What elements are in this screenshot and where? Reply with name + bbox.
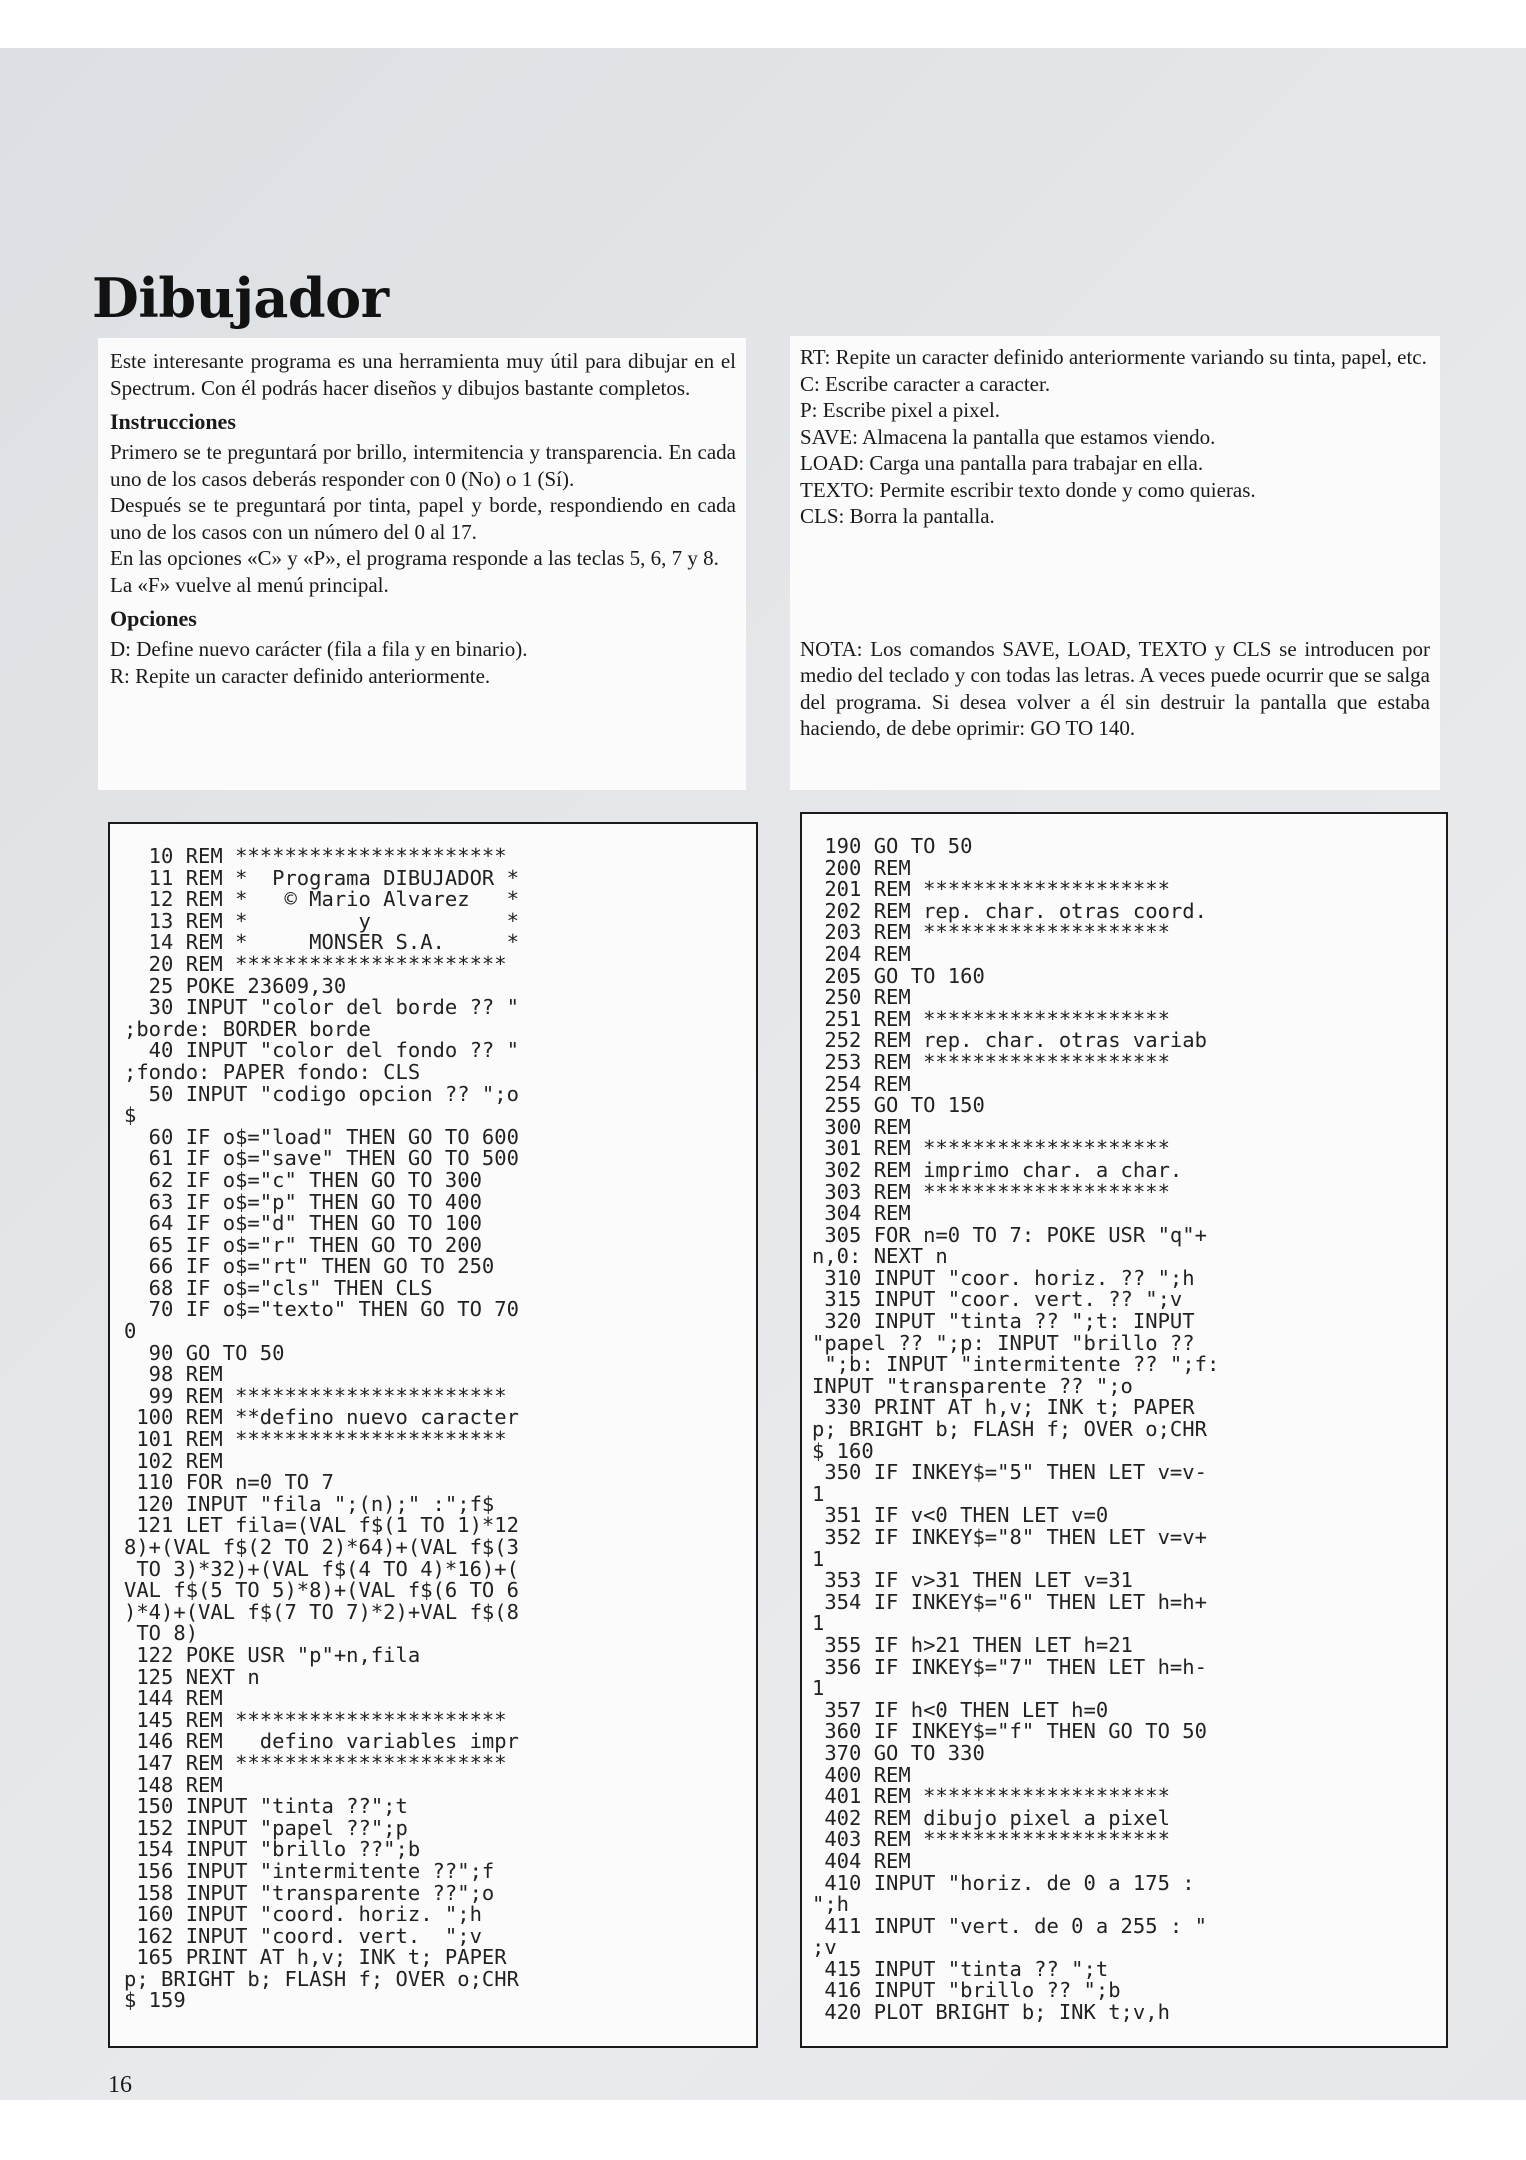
code-line: 300 REM [812, 1114, 911, 1139]
code-line: ;borde: BORDER borde [124, 1016, 371, 1041]
code-line: 203 REM ******************** [812, 920, 1170, 945]
code-line: 60 IF o$="load" THEN GO TO 600 [124, 1124, 519, 1149]
code-line: 122 POKE USR "p"+n,fila [124, 1642, 421, 1667]
instruction-line: Después se te preguntará por tinta, papel y borde, respondiendo en cada uno de los casos con un número del 0 al 17. [110, 493, 736, 544]
code-line: 305 FOR n=0 TO 7: POKE USR "q"+ [812, 1222, 1207, 1247]
options-heading: Opciones [110, 606, 197, 631]
code-line: 61 IF o$="save" THEN GO TO 500 [124, 1146, 519, 1171]
code-line: 50 INPUT "codigo opcion ?? ";o [124, 1081, 519, 1106]
code-line: TO 3)*32)+(VAL f$(4 TO 4)*16)+( [124, 1556, 519, 1581]
code-line: 152 INPUT "papel ??";p [124, 1815, 408, 1840]
code-line: 402 REM dibujo pixel a pixel [812, 1805, 1170, 1830]
instructions-heading: Instrucciones [110, 409, 236, 434]
code-line: 0 [124, 1319, 137, 1344]
code-line: 250 REM [812, 985, 911, 1010]
code-line: 101 REM ********************** [124, 1427, 507, 1452]
code-line: 102 REM [124, 1448, 223, 1473]
code-line: 150 INPUT "tinta ??";t [124, 1794, 408, 1819]
code-line: 11 REM * Programa DIBUJADOR * [124, 865, 519, 890]
code-line: 1 [812, 1546, 825, 1571]
code-line: 70 IF o$="texto" THEN GO TO 70 [124, 1297, 519, 1322]
nota-paragraph: NOTA: Los comandos SAVE, LOAD, TEXTO y CLS se introducen por medio del teclado y con todas las letras. A veces puede ocurrir que se salga del programa. Si desea volver a él sin destruir la pantalla que estaba haciendo, de debe oprimir: GO TO 140. [800, 636, 1430, 740]
code-line: 190 GO TO 50 [812, 834, 973, 858]
code-line: ";h [812, 1892, 850, 1917]
code-line: "papel ?? ";p: INPUT "brillo ?? [812, 1330, 1195, 1355]
instruction-line: En las opciones «C» y «P», el programa responde a las teclas 5, 6, 7 y 8. [110, 546, 719, 570]
code-line: 63 IF o$="p" THEN GO TO 400 [124, 1189, 482, 1214]
code-line: 13 REM * y * [124, 908, 519, 933]
code-line: 25 POKE 23609,30 [124, 973, 347, 998]
code-line: 1 [812, 1611, 825, 1636]
code-line: 154 INPUT "brillo ??";b [124, 1837, 421, 1862]
code-line: 202 REM rep. char. otras coord. [812, 898, 1207, 923]
code-line: 410 INPUT "horiz. de 0 a 175 : [812, 1870, 1195, 1895]
instruction-line: Primero se te preguntará por brillo, intermitencia y transparencia. En cada uno de los casos deberás responder con 0 (No) o 1 (Sí). [110, 440, 736, 491]
code-line: 65 IF o$="r" THEN GO TO 200 [124, 1232, 482, 1257]
page-sheet [0, 48, 1526, 2100]
code-line: 302 REM imprimo char. a char. [812, 1157, 1183, 1182]
code-line: 146 REM defino variables impr [124, 1729, 519, 1754]
code-line: 357 IF h<0 THEN LET h=0 [812, 1697, 1109, 1722]
code-line: 404 REM [812, 1848, 911, 1873]
code-line: 330 PRINT AT h,v; INK t; PAPER [812, 1395, 1195, 1420]
code-line: 10 REM ********************** [124, 844, 507, 868]
option-line: LOAD: Carga una pantalla para trabajar en ella. [800, 451, 1204, 475]
code-line: 148 REM [124, 1772, 223, 1797]
code-line: 1 [812, 1676, 825, 1701]
code-line: 355 IF h>21 THEN LET h=21 [812, 1632, 1133, 1657]
code-line: 110 FOR n=0 TO 7 [124, 1470, 334, 1495]
code-line: VAL f$(5 TO 5)*8)+(VAL f$(6 TO 6 [124, 1578, 519, 1603]
code-line: ;v [812, 1935, 837, 1960]
code-line: 100 REM **defino nuevo caracter [124, 1405, 519, 1430]
code-line: 310 INPUT "coor. horiz. ?? ";h [812, 1265, 1195, 1290]
code-line: 125 NEXT n [124, 1664, 260, 1689]
code-line: 201 REM ******************** [812, 877, 1170, 902]
code-line: 40 INPUT "color del fondo ?? " [124, 1038, 519, 1063]
code-line: 416 INPUT "brillo ?? ";b [812, 1978, 1121, 2003]
code-line: ";b: INPUT "intermitente ?? ";f: [812, 1352, 1220, 1377]
code-line: 204 REM [812, 941, 911, 966]
code-line: 160 INPUT "coord. horiz. ";h [124, 1902, 482, 1927]
code-line: )*4)+(VAL f$(7 TO 7)*2)+VAL f$(8 [124, 1599, 519, 1624]
code-line: TO 8) [124, 1621, 199, 1646]
option-line: CLS: Borra la pantalla. [800, 504, 995, 528]
article-title: Dibujador [92, 266, 389, 330]
code-line: 351 IF v<0 THEN LET v=0 [812, 1503, 1109, 1528]
instruction-line: La «F» vuelve al menú principal. [110, 572, 389, 597]
option-line: D: Define nuevo carácter (fila a fila y en binario). [110, 637, 528, 661]
code-line: 62 IF o$="c" THEN GO TO 300 [124, 1167, 482, 1192]
code-line: 8)+(VAL f$(2 TO 2)*64)+(VAL f$(3 [124, 1535, 519, 1559]
code-line: INPUT "transparente ?? ";o [812, 1373, 1133, 1398]
code-line: 254 REM [812, 1071, 911, 1096]
code-line: 354 IF INKEY$="6" THEN LET h=h+ [812, 1589, 1207, 1614]
code-line: 68 IF o$="cls" THEN CLS [124, 1275, 433, 1300]
code-line: ;fondo: PAPER fondo: CLS [124, 1059, 421, 1084]
code-line: 303 REM ******************** [812, 1179, 1170, 1204]
code-listing-left [108, 822, 758, 2048]
option-line: C: Escribe caracter a caracter. [800, 371, 1051, 396]
code-line: 147 REM ********************** [124, 1750, 507, 1775]
code-line: $ [124, 1103, 137, 1128]
page-number: 16 [108, 2072, 132, 2098]
code-line: 162 INPUT "coord. vert. ";v [124, 1923, 482, 1948]
code-line: 165 PRINT AT h,v; INK t; PAPER [124, 1945, 507, 1970]
code-line: 304 REM [812, 1201, 911, 1226]
code-line: 350 IF INKEY$="5" THEN LET v=v- [812, 1460, 1207, 1485]
code-line: 90 GO TO 50 [124, 1340, 285, 1365]
code-line: p; BRIGHT b; FLASH f; OVER o;CHR [812, 1417, 1207, 1442]
code-line: 144 REM [124, 1686, 223, 1711]
code-line: 12 REM * © Mario Alvarez * [124, 887, 519, 912]
code-line: 30 INPUT "color del borde ?? " [124, 995, 519, 1020]
code-line: 420 PLOT BRIGHT b; INK t;v,h [812, 2000, 1170, 2025]
code-line: n,0: NEXT n [812, 1244, 948, 1269]
option-line: SAVE: Almacena la pantalla que estamos viendo. [800, 424, 1216, 449]
code-line: 120 INPUT "fila ";(n);" :";f$ [124, 1491, 495, 1516]
option-line: RT: Repite un caracter definido anteriormente variando su tinta, papel, etc. [800, 345, 1427, 369]
code-line: 121 LET fila=(VAL f$(1 TO 1)*12 [124, 1513, 519, 1538]
code-line: 1 [812, 1481, 825, 1506]
code-line: 315 INPUT "coor. vert. ?? ";v [812, 1287, 1183, 1312]
code-line: 200 REM [812, 855, 911, 880]
code-line: 255 GO TO 150 [812, 1093, 985, 1118]
code-line: 156 INPUT "intermitente ??";f [124, 1858, 495, 1883]
code-line: 14 REM * MONSER S.A. * [124, 930, 519, 955]
code-line: 158 INPUT "transparente ??";o [124, 1880, 495, 1905]
code-line: 20 REM ********************** [124, 951, 507, 976]
code-line: 99 REM ********************** [124, 1383, 507, 1408]
code-line: 353 IF v>31 THEN LET v=31 [812, 1568, 1133, 1593]
code-line: 320 INPUT "tinta ?? ";t: INPUT [812, 1309, 1195, 1334]
code-line: 64 IF o$="d" THEN GO TO 100 [124, 1211, 482, 1236]
intro-paragraph: Este interesante programa es una herramienta muy útil para dibujar en el Spectrum. Con él podrás hacer diseños y dibujos bastante completos. [110, 349, 736, 400]
code-line: 401 REM ******************** [812, 1784, 1170, 1809]
code-line: 252 REM rep. char. otras variab [812, 1028, 1207, 1053]
options-continued-box [790, 336, 1440, 790]
code-line: 400 REM [812, 1762, 911, 1787]
code-line: 356 IF INKEY$="7" THEN LET h=h- [812, 1654, 1207, 1679]
option-line: R: Repite un caracter definido anteriormente. [110, 663, 491, 688]
code-line: 205 GO TO 160 [812, 963, 985, 988]
code-line: 352 IF INKEY$="8" THEN LET v=v+ [812, 1525, 1207, 1549]
code-line: p; BRIGHT b; FLASH f; OVER o;CHR [124, 1966, 519, 1991]
code-line: 403 REM ******************** [812, 1827, 1170, 1852]
code-line: 370 GO TO 330 [812, 1740, 985, 1765]
option-line: TEXTO: Permite escribir texto donde y como quieras. [800, 477, 1256, 502]
code-line: 66 IF o$="rt" THEN GO TO 250 [124, 1254, 495, 1279]
code-line: $ 159 [124, 1988, 186, 2013]
code-line: 98 REM [124, 1362, 223, 1387]
code-line: 415 INPUT "tinta ?? ";t [812, 1956, 1109, 1981]
code-line: 411 INPUT "vert. de 0 a 255 : " [812, 1913, 1207, 1938]
intro-box [98, 338, 746, 790]
code-line: 145 REM ********************** [124, 1707, 507, 1732]
code-line: 251 REM ******************** [812, 1006, 1170, 1031]
code-line: $ 160 [812, 1438, 874, 1463]
code-listing-right [800, 812, 1448, 2048]
option-line: P: Escribe pixel a pixel. [800, 398, 1001, 422]
code-line: 253 REM ******************** [812, 1049, 1170, 1074]
code-line: 360 IF INKEY$="f" THEN GO TO 50 [812, 1719, 1207, 1744]
code-line: 301 REM ******************** [812, 1136, 1170, 1161]
